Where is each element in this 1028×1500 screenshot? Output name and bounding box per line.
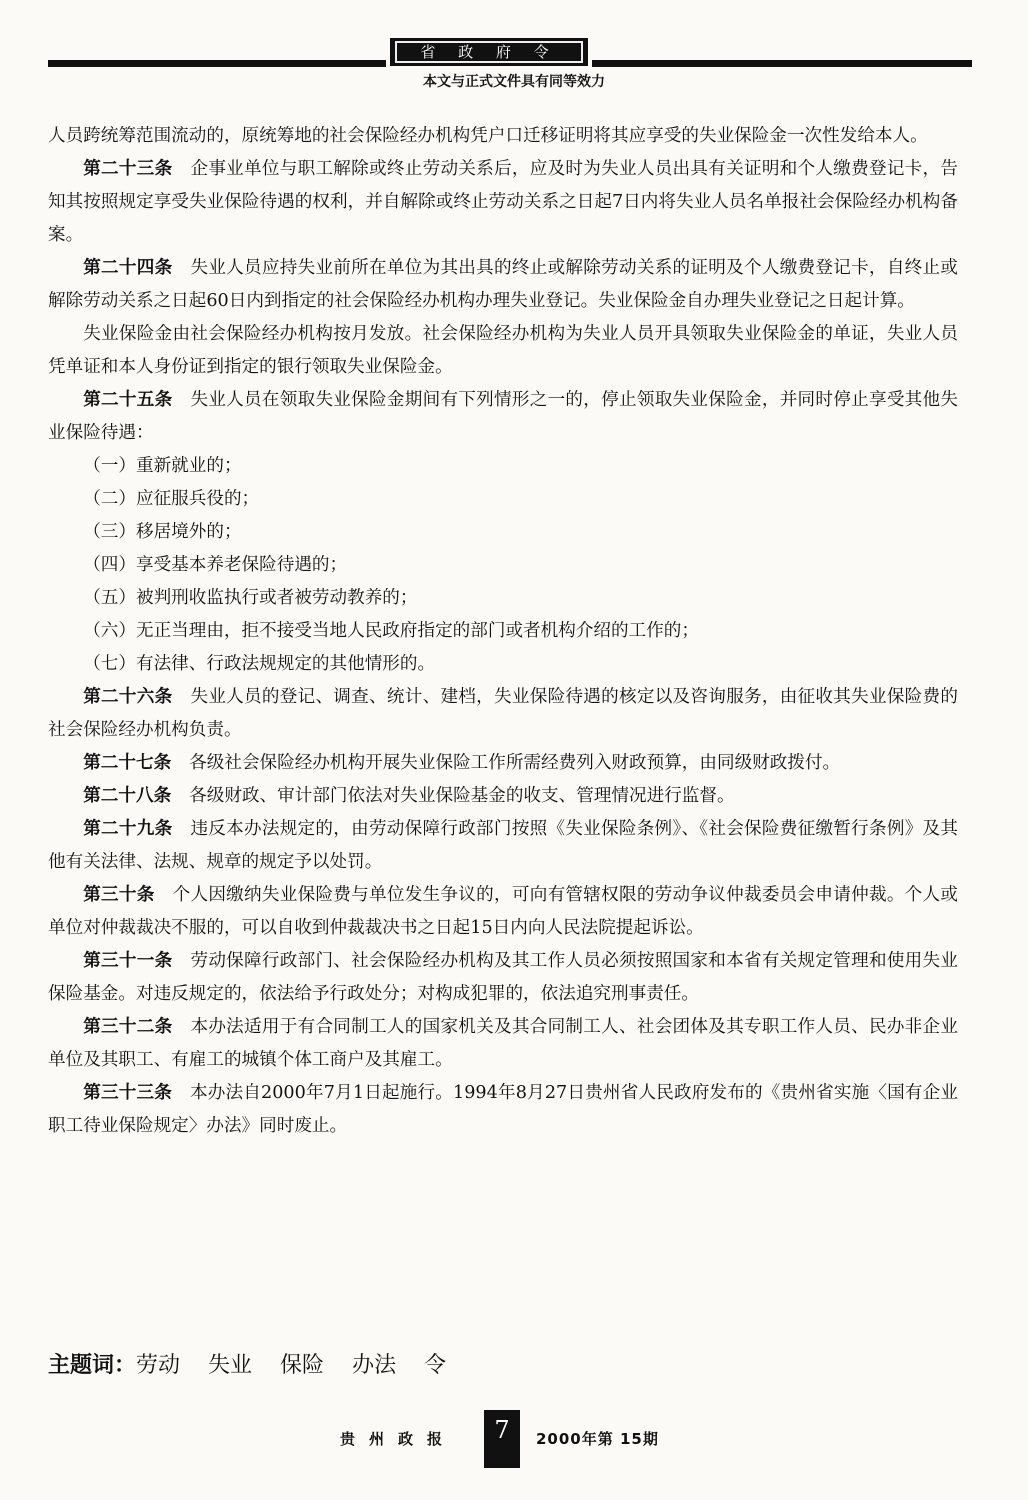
footer-issue: 2000年第 15期 [536,1430,659,1448]
paragraph-text: 各级社会保险经办机构开展失业保险工作所需经费列入财政预算，由同级财政拨付。 [189,753,841,773]
subject-keyword: 办法 [352,1353,397,1378]
body-paragraph [48,450,958,483]
paragraph-text: （三）移居境外的； [83,522,242,542]
subject-keyword: 失业 [208,1353,253,1378]
article-paragraph [48,945,958,1011]
paragraph-text: （七）有法律、行政法规规定的其他情形的。 [83,654,436,674]
article-paragraph [48,1011,958,1077]
article-paragraph [48,384,958,450]
paragraph-text: （二）应征服兵役的； [83,489,260,509]
header-subtitle: 本文与正式文件具有同等效力 [423,74,605,90]
page-number: 7 [484,1410,520,1468]
subject-keyword: 劳动 [136,1353,181,1378]
article-number: 第二十七条 [83,753,172,773]
paragraph-text: （五）被判刑收监执行或者被劳动教养的； [83,588,418,608]
article-number: 第二十九条 [83,819,173,839]
paragraph-text: 违反本办法规定的，由劳动保障行政部门按照《失业保险条例》、《社会保险费征缴暂行条例》及其他有关法律、法规、规章的规定予以处罚。 [48,819,958,872]
paragraph-text: 劳动保障行政部门、社会保险经办机构及其工作人员必须按照国家和本省有关规定管理和使用失业保险基金。对违反规定的，依法给予行政处分；对构成犯罪的，依法追究刑事责任。 [48,951,958,1004]
paragraph-text: 个人因缴纳失业保险费与单位发生争议的，可向有管辖权限的劳动争议仲裁委员会申请仲裁。个人或单位对仲裁裁决不服的，可以自收到仲裁裁决书之日起15日内向人民法院提起诉讼。 [48,885,958,938]
body-paragraph [48,483,958,516]
paragraph-text: （四）享受基本养老保险待遇的； [83,555,348,575]
article-number: 第二十三条 [83,159,173,179]
body-paragraph [48,582,958,615]
paragraph-text: （一）重新就业的； [83,456,242,476]
article-number: 第二十八条 [83,786,172,806]
paragraph-text: 本办法适用于有合同制工人的国家机关及其合同制工人、社会团体及其专职工作人员、民办非企业单位及其职工、有雇工的城镇个体工商户及其雇工。 [48,1017,958,1070]
article-number: 第三十一条 [83,951,173,971]
article-number: 第二十五条 [83,390,173,410]
article-paragraph [48,879,958,945]
article-number: 第三十条 [83,885,155,905]
body-paragraph [48,318,958,384]
article-number: 第三十三条 [83,1083,172,1103]
body-paragraph [48,549,958,582]
body-paragraph [48,120,958,153]
body-paragraph [48,615,958,648]
article-number: 第二十四条 [83,258,173,278]
header-rule-left [48,60,386,67]
paragraph-text: 企事业单位与职工解除或终止劳动关系后，应及时为失业人员出具有关证明和个人缴费登记卡，告知其按照规定享受失业保险待遇的权利，并自解除或终止劳动关系之日起7日内将失业人员名单报社会保险经办机构备案。 [48,159,958,245]
article-paragraph [48,252,958,318]
subject-keyword: 保险 [280,1353,325,1378]
paragraph-text: 各级财政、审计部门依法对失业保险基金的收支、管理情况进行监督。 [189,786,735,806]
paragraph-text: 本办法自2000年7月1日起施行。1994年8月27日贵州省人民政府发布的《贵州省实施〈国有企业职工待业保险规定〉办法》同时废止。 [48,1083,958,1136]
article-number: 第二十六条 [83,687,173,707]
header-rule-right [592,60,972,67]
paragraph-text: 失业保险金由社会保险经办机构按月发放。社会保险经办机构为失业人员开具领取失业保险金的单证，失业人员凭单证和本人身份证到指定的银行领取失业保险金。 [48,324,958,377]
paragraph-text: （六）无正当理由，拒不接受当地人民政府指定的部门或者机构介绍的工作的； [83,621,699,641]
document-body [48,120,958,1143]
article-paragraph [48,747,958,780]
article-paragraph [48,681,958,747]
header-title: 省 政 府 令 [395,41,583,63]
footer-publication: 贵州政报 [340,1430,457,1448]
paragraph-text: 失业人员应持失业前所在单位为其出具的终止或解除劳动关系的证明及个人缴费登记卡，自终止或解除劳动关系之日起60日内到指定的社会保险经办机构办理失业登记。失业保险金自办理失业登记之日起计算。 [48,258,958,311]
paragraph-text: 人员跨统筹范围流动的，原统筹地的社会保险经办机构凭户口迁移证明将其应享受的失业保险金一次性发给本人。 [48,126,928,146]
subject-label: 主题词： [48,1353,137,1378]
header-title-box [390,38,588,66]
subject-keyword: 令 [424,1353,447,1378]
page-header [0,0,1028,100]
article-paragraph [48,813,958,879]
subject-terms [48,1348,474,1379]
article-paragraph [48,780,958,813]
paragraph-text: 失业人员的登记、调查、统计、建档，失业保险待遇的核定以及咨询服务，由征收其失业保险费的社会保险经办机构负责。 [48,687,958,740]
article-paragraph [48,153,958,252]
paragraph-text: 失业人员在领取失业保险金期间有下列情形之一的，停止领取失业保险金，并同时停止享受其他失业保险待遇： [48,390,958,443]
body-paragraph [48,516,958,549]
article-paragraph [48,1077,958,1143]
article-number: 第三十二条 [83,1017,173,1037]
body-paragraph [48,648,958,681]
